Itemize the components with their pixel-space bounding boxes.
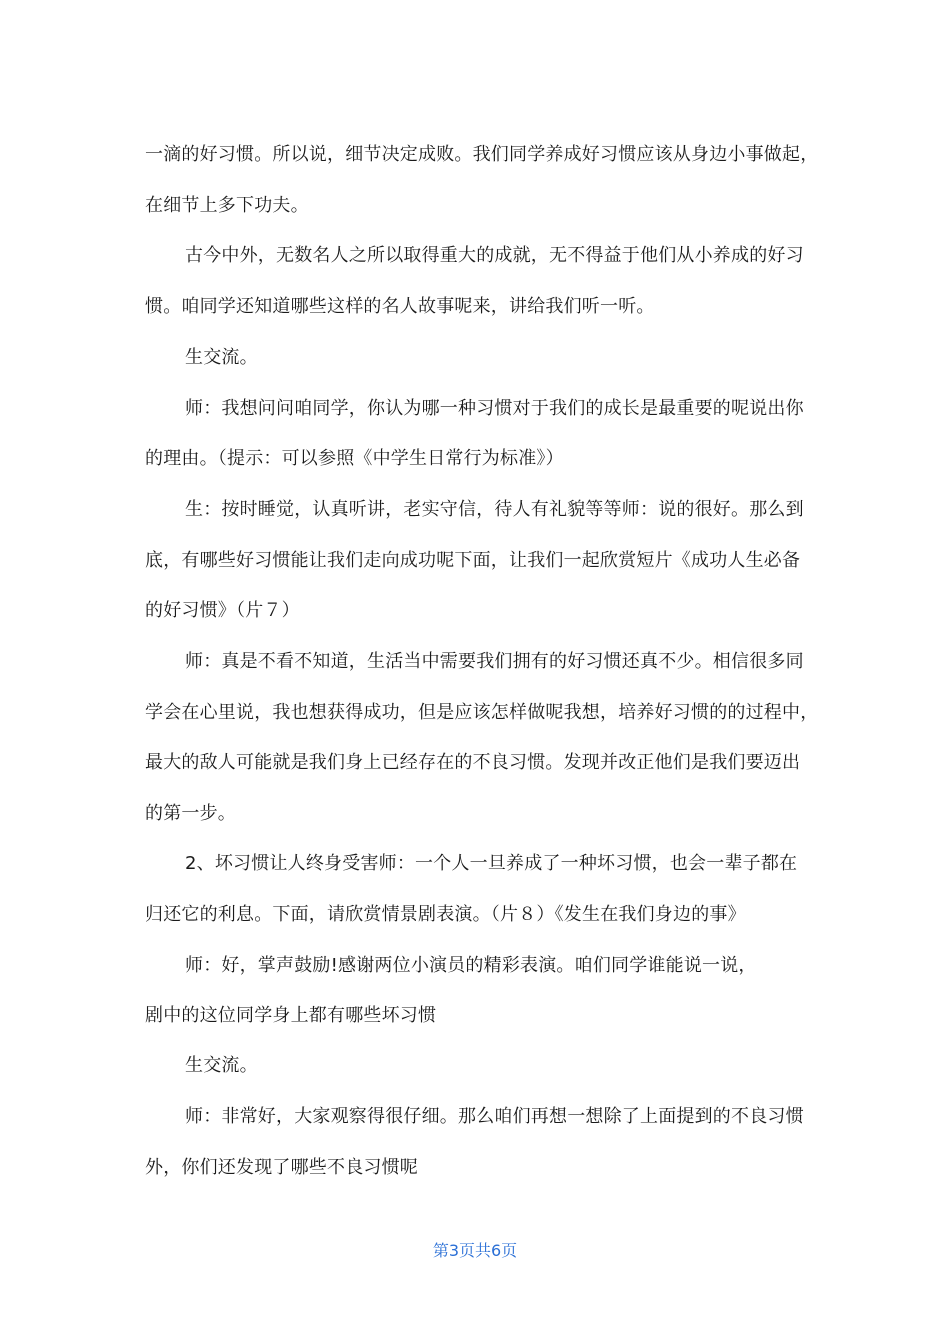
text-line: 一滴的好习惯。所以说，细节决定成败。我们同学养成好习惯应该从身边小事做起， [145, 144, 819, 165]
text-line: 2、坏习惯让人终身受害师：一个人一旦养成了一种坏习惯，也会一辈子都在 [185, 853, 798, 874]
text-line: 外，你们还发现了哪些不良习惯呢 [145, 1157, 418, 1178]
text-line: 在细节上多下功夫。 [145, 195, 309, 216]
text-line: 古今中外，无数名人之所以取得重大的成就，无不得益于他们从小养成的好习 [185, 245, 804, 266]
text-line: 底，有哪些好习惯能让我们走向成功呢下面，让我们一起欣赏短片《成功人生必备 [145, 550, 801, 571]
text-line: 的理由。（提示：可以参照《中学生日常行为标准》） [145, 448, 564, 469]
text-line: 生：按时睡觉，认真听讲，老实守信，待人有礼貌等等师：说的很好。那么到 [185, 499, 804, 520]
text-line: 惯。咱同学还知道哪些这样的名人故事呢来，讲给我们听一听。 [145, 296, 655, 317]
text-line: 学会在心里说，我也想获得成功，但是应该怎样做呢我想，培养好习惯的的过程中， [145, 702, 819, 723]
text-line: 生交流。 [185, 347, 258, 368]
text-line: 师：非常好，大家观察得很仔细。那么咱们再想一想除了上面提到的不良习惯 [185, 1106, 804, 1127]
text-line: 剧中的这位同学身上都有哪些坏习惯 [145, 1005, 437, 1026]
text-line: 的好习惯》（片７） [145, 600, 300, 621]
text-line: 师：真是不看不知道，生活当中需要我们拥有的好习惯还真不少。相信很多同 [185, 651, 804, 672]
text-line: 最大的敌人可能就是我们身上已经存在的不良习惯。发现并改正他们是我们要迈出 [145, 752, 801, 773]
text-line: 师：好，掌声鼓励!感谢两位小演员的精彩表演。咱们同学谁能说一说， [185, 955, 757, 976]
text-line: 师：我想问问咱同学，你认为哪一种习惯对于我们的成长是最重要的呢说出你 [185, 398, 804, 419]
text-line: 生交流。 [185, 1055, 258, 1076]
text-line: 的第一步。 [145, 803, 236, 824]
text-line: 归还它的利息。下面，请欣赏情景剧表演。（片８）《发生在我们身边的事》 [145, 904, 746, 925]
page-number: 第3页共6页 [432, 1241, 518, 1260]
